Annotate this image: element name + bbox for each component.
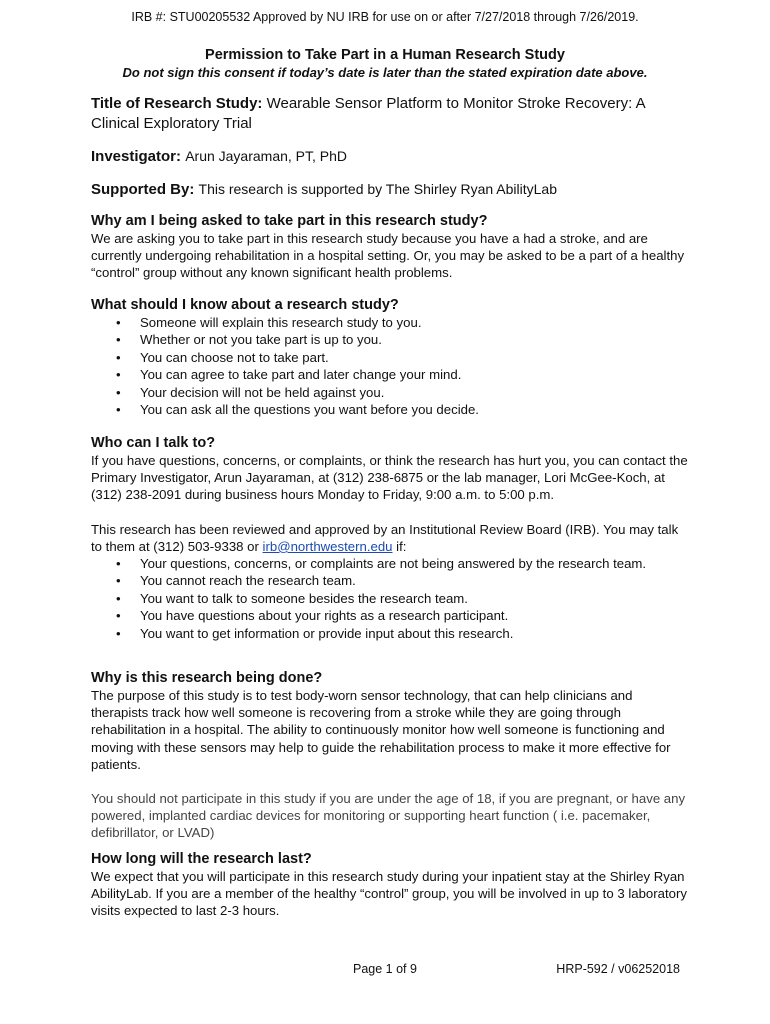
investigator-label: Investigator: (91, 148, 182, 165)
section-text: If you have questions, concerns, or complaints, or think the research has hurt you, you can contact the Primary Investigator, Arun Jayaraman, at (312) 238-6875 or the lab manager, Lori McGee-Koch, at (312) 238-2091 during business hours Monday to Friday, 9:00 a.m. to 5:00 p.m. (91, 453, 688, 503)
section-why-done (91, 669, 691, 842)
section-heading: How long will the research last? (91, 851, 312, 867)
section-heading: What should I know about a research study? (91, 297, 399, 313)
list-item: • You can agree to take part and later change your mind. (116, 367, 462, 383)
bullet-list (91, 555, 691, 642)
list-item: • You want to talk to someone besides the research team. (116, 590, 468, 606)
form-version: HRP-592 / v06252018 (556, 962, 680, 976)
section-text: The purpose of this study is to test body-worn sensor technology, that can help clinicians and therapists track how well someone is recovering from a stroke while they are going through rehabilitation in a hospital. The ability to continuously monitor how well someone is functioning and moving with these sensors may help to guide the rehabilitation process to make it more effective for patients. (91, 688, 671, 772)
irb-contact-text: This research has been reviewed and approved by an Institutional Review Board (IRB). You may talk to them at (312) 503-9338 or irb@northwestern.edu if: (91, 521, 679, 554)
supported-by-value: This research is supported by The Shirley Ryan AbilityLab (198, 181, 557, 197)
section-text: We expect that you will participate in this research study during your inpatient stay at the Shirley Ryan AbilityLab. If you are a member of the healthy “control” group, you will be involved in up to 3 laboratory visits expected to last 2-3 hours. (91, 869, 687, 919)
section-heading: Who can I talk to? (91, 435, 216, 451)
list-item: • Whether or not you take part is up to you. (116, 332, 382, 348)
study-title-value: Wearable Sensor Platform to Monitor Stroke Recovery: A Clinical Exploratory Trial (91, 95, 645, 132)
section-heading: Why is this research being done? (91, 670, 323, 686)
section-who-talk (91, 434, 691, 642)
list-item: • You can ask all the questions you want before you decide. (116, 402, 479, 418)
list-item: • Your decision will not be held against you. (116, 384, 385, 400)
section-text: We are asking you to take part in this research study because you have a had a stroke, and are currently undergoing rehabilitation in a hospital setting. Or, you may be asked to be a part of a healthy “control” group without any known significant health problems. (91, 231, 685, 281)
bullet-list (91, 314, 691, 418)
section-heading: Why am I being asked to take part in this research study? (91, 213, 488, 229)
list-item: • You cannot reach the research team. (116, 573, 356, 589)
document-title: Permission to Take Part in a Human Research Study (205, 47, 565, 63)
supported-by-block (91, 179, 691, 200)
list-item: • You want to get information or provide input about this research. (116, 625, 514, 641)
list-item: • Your questions, concerns, or complaints are not being answered by the research team. (116, 556, 647, 572)
supported-by-label: Supported By: (91, 181, 195, 198)
section-what-know (91, 296, 691, 418)
section-how-long (91, 850, 691, 920)
expiration-warning: Do not sign this consent if today’s date is later than the stated expiration date above. (122, 65, 648, 80)
list-item: • You can choose not to take part. (116, 349, 329, 365)
page-number: Page 1 of 9 (353, 962, 417, 976)
exclusion-text: You should not participate in this study if you are under the age of 18, if you are pregnant, or have any powered, implanted cardiac devices for monitoring or supporting heart function ( i.e. pacemaker, defibrillator, or LVAD) (91, 791, 686, 841)
investigator-block (91, 146, 691, 167)
irb-email-link[interactable]: irb@northwestern.edu (262, 538, 393, 554)
section-why-asked (91, 212, 691, 282)
study-title-label: Title of Research Study: (91, 95, 263, 112)
investigator-value: Arun Jayaraman, PT, PhD (185, 148, 348, 164)
list-item: • You have questions about your rights as a research participant. (116, 608, 509, 624)
study-title-block (91, 94, 691, 134)
irb-approval-notice: IRB #: STU00205532 Approved by NU IRB for use on or after 7/27/2018 through 7/26/2019. (131, 10, 639, 24)
list-item: • Someone will explain this research study to you. (116, 315, 422, 330)
